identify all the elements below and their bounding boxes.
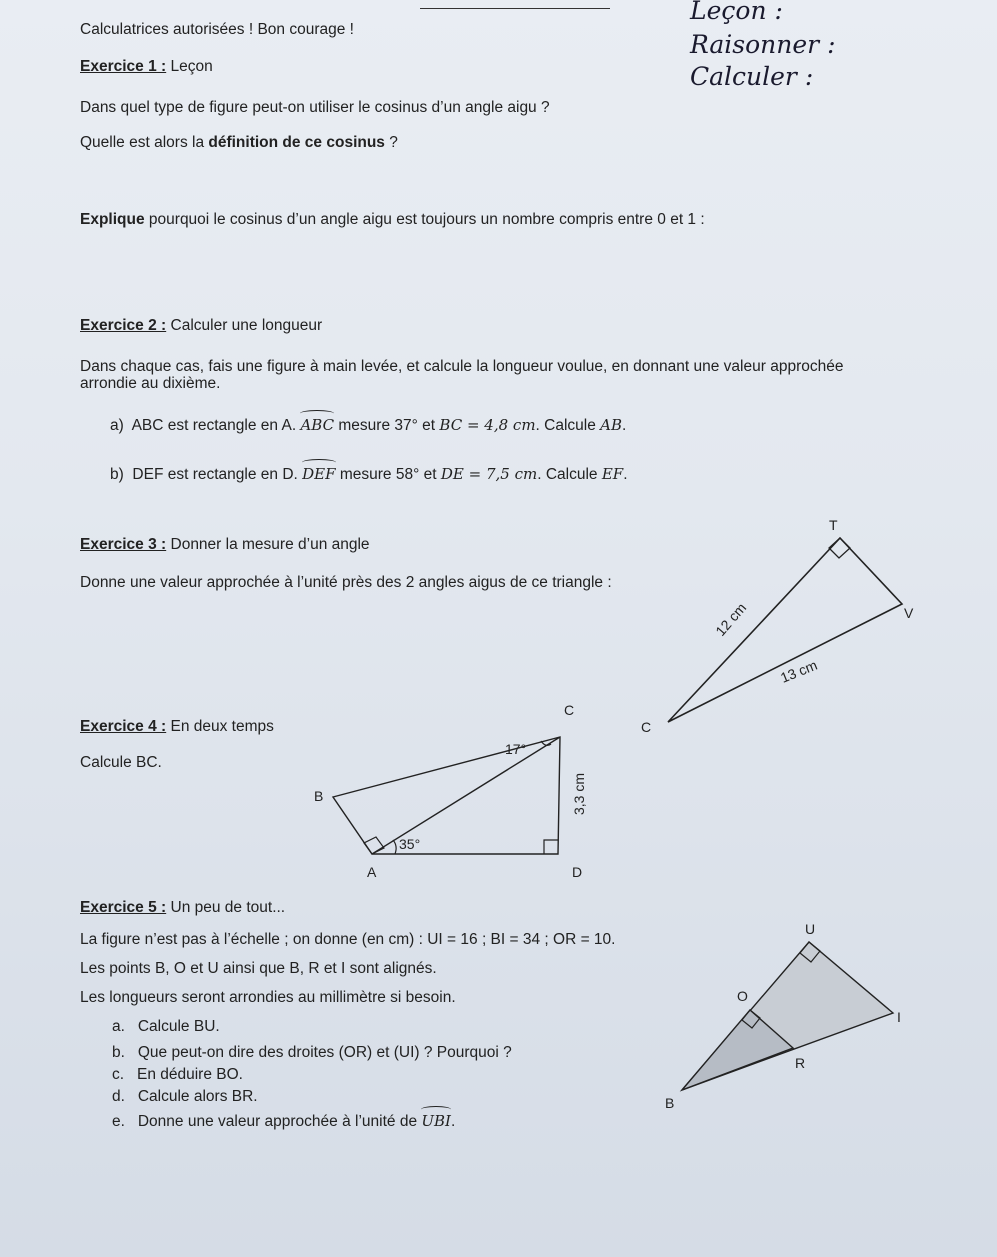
ex4-subtitle: En deux temps: [170, 718, 274, 735]
ex2-a-equation: BC = 4,8 cm: [439, 416, 536, 434]
ex2-a-angle: ABC: [300, 416, 335, 434]
ex3-triangle-figure: [641, 517, 914, 735]
handwritten-lecon: Leçon :: [690, 0, 783, 25]
ex5-line1: La figure n’est pas à l’échelle ; on donne (en cm) : UI = 16 ; BI = 34 ; OR = 10.: [80, 931, 616, 948]
ex4-title: Exercice 4 :: [80, 718, 167, 735]
ex2-a-text2: mesure: [338, 417, 391, 434]
ex4-figure: [314, 702, 587, 880]
ex2-a-target: AB: [600, 416, 623, 434]
ex3-subtitle: Donner la mesure d’un angle: [170, 536, 370, 553]
ex1-q2-bold: définition de ce cosinus: [208, 134, 385, 151]
ex1-question-1: Dans quel type de figure peut-on utiliser le cosinus d’un angle aigu ?: [80, 99, 550, 116]
ex5-item-letter: c.: [112, 1066, 125, 1083]
ex5-item-text: Calcule alors BR.: [137, 1088, 258, 1105]
ex3-label-len2: 13 cm: [778, 656, 820, 686]
ex5-item-text: En déduire BO.: [136, 1066, 243, 1083]
ex2-b-angle: DEF: [302, 465, 336, 483]
ex5-label-I: I: [897, 1009, 901, 1025]
ex4-angle-arc-35: [393, 840, 396, 854]
ex5-title: Exercice 5 :: [80, 899, 167, 916]
ex3-label-len1: 12 cm: [712, 599, 750, 639]
ex5-item-text: Donne une valeur approchée à l’unité de: [137, 1113, 418, 1130]
ex5-label-O: O: [737, 988, 748, 1004]
ex5-label-R: R: [795, 1055, 806, 1071]
ex4-right-angle-D: [544, 840, 558, 854]
ex2-a-prefix: a): [110, 417, 124, 434]
ex5-item-letter: d.: [112, 1088, 125, 1105]
ex2-b-equation: DE = 7,5 cm: [440, 465, 538, 483]
handwritten-calculer: Calculer :: [690, 62, 814, 91]
ex4-label-angle1: 17°: [505, 741, 527, 757]
ex1-q3-post: pourquoi le cosinus d’un angle aigu est toujours un nombre compris entre 0 et 1 :: [144, 211, 705, 228]
ex2-a-text3: et: [422, 417, 436, 434]
ex4-label-C: C: [564, 702, 575, 718]
ex3-label-C: C: [641, 719, 652, 735]
ex5-subtitle: Un peu de tout...: [170, 899, 286, 916]
ex2-a-text4: . Calcule: [535, 417, 596, 434]
ex5-figure: [665, 921, 901, 1111]
ex4-label-B: B: [314, 788, 324, 804]
ex2-b-prefix: b): [110, 466, 124, 483]
ex5-label-U: U: [805, 921, 816, 937]
ex4-text: Calcule BC.: [80, 754, 162, 771]
ex2-a-text1: ABC est rectangle en A.: [131, 417, 297, 434]
ex1-q2-post: ?: [384, 134, 398, 151]
ex5-item-letter: b.: [112, 1044, 125, 1061]
ex5-line2: Les points B, O et U ainsi que B, R et I sont alignés.: [80, 960, 437, 977]
ex4-label-D: D: [572, 864, 583, 880]
ex5-label-B: B: [665, 1095, 675, 1111]
ex3-triangle: [668, 538, 902, 722]
ex3-label-T: T: [829, 517, 838, 533]
ex4-label-A: A: [367, 864, 377, 880]
ex2-intro-line1: Dans chaque cas, fais une figure à main levée, et calcule la longueur voulue, en donnant une valeur approchée: [80, 358, 844, 375]
handwritten-raisonner: Raisonner :: [690, 30, 836, 59]
ex2-a-end: .: [622, 417, 627, 434]
ex4-label-len: 3,3 cm: [571, 772, 587, 815]
ex5-item-letter: a.: [112, 1018, 125, 1035]
ex1-subtitle: Leçon: [170, 58, 213, 75]
ex2-title: Exercice 2 :: [80, 317, 167, 334]
ex1-q2-pre: Quelle est alors la: [80, 134, 209, 151]
ex3-label-V: V: [904, 605, 914, 621]
intro-text: Calculatrices autorisées ! Bon courage !: [80, 21, 354, 38]
ex3-title: Exercice 3 :: [80, 536, 167, 553]
ex5-item-text: Calcule BU.: [137, 1018, 220, 1035]
ex3-right-angle-mark: [829, 538, 850, 558]
ex5-e-angle: UBI: [421, 1112, 451, 1130]
ex2-subtitle: Calculer une longueur: [170, 317, 323, 334]
ex5-item-text: Que peut-on dire des droites (OR) et (UI) ? Pourquoi ?: [137, 1044, 512, 1061]
ex4-label-angle2: 35°: [399, 836, 421, 852]
ex2-b-text1: DEF est rectangle en D.: [132, 466, 298, 483]
ex2-b-text3: et: [423, 466, 437, 483]
ex2-b-degree: 58°: [395, 466, 420, 483]
ex1-title: Exercice 1 :: [80, 58, 167, 75]
ex3-text: Donne une valeur approchée à l’unité près des 2 angles aigus de ce triangle :: [80, 574, 612, 591]
ex5-line3: Les longueurs seront arrondies au millimètre si besoin.: [80, 989, 456, 1006]
ex1-q3-bold: Explique: [80, 211, 145, 228]
ex5-e-end: .: [450, 1113, 456, 1130]
ex5-item-letter: e.: [112, 1113, 125, 1130]
ex2-a-degree: 37°: [394, 417, 418, 434]
ex2-b-text2: mesure: [339, 466, 392, 483]
ex2-b-end: .: [623, 466, 628, 483]
ex2-b-target: EF: [601, 465, 624, 483]
ex2-intro-line2: arrondie au dixième.: [80, 375, 221, 392]
ex2-b-text4: . Calcule: [537, 466, 598, 483]
